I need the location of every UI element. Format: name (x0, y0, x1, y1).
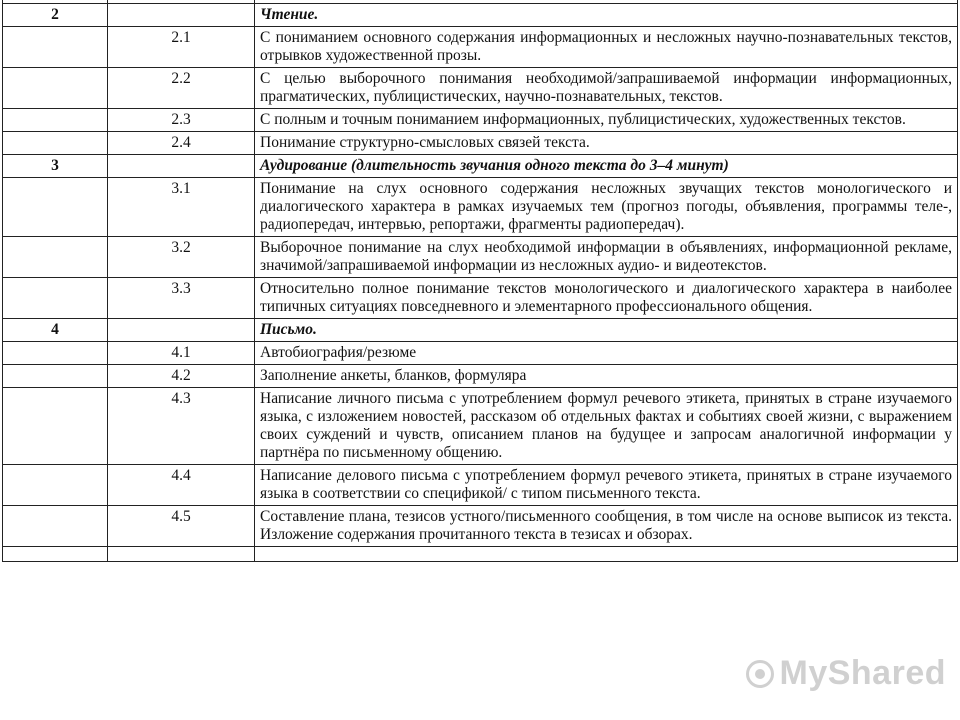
section-row (3, 319, 958, 342)
item-number: 4.1 (108, 342, 255, 365)
item-row (3, 109, 958, 132)
item-row (3, 132, 958, 155)
item-row (3, 365, 958, 388)
section-number (3, 342, 108, 365)
section-number (3, 465, 108, 506)
item-row (3, 506, 958, 547)
section-number (3, 237, 108, 278)
item-number: 3.2 (108, 237, 255, 278)
item-text: Написание личного письма с употреблением формул речевого этикета, принятых в стране изучаемого языка, с изложением новостей, рассказом об отдельных фактах и событиях своей жизни, с выражением своих суждений и чувств, описанием планов на будущее и запросам аналогичной информации у партнёра по письменному общению. (255, 388, 958, 465)
partial-row (3, 547, 958, 562)
item-number: 4.5 (108, 506, 255, 547)
item-number: 4.2 (108, 365, 255, 388)
section-row (3, 155, 958, 178)
item-number: 3.3 (108, 278, 255, 319)
item-number: 4.4 (108, 465, 255, 506)
item-row (3, 465, 958, 506)
curriculum-table (2, 0, 958, 562)
item-text: Автобиография/резюме (255, 342, 958, 365)
watermark-text: MyShared (779, 654, 946, 692)
item-number (108, 155, 255, 178)
item-row (3, 388, 958, 465)
item-row (3, 178, 958, 237)
item-number: 4.3 (108, 388, 255, 465)
item-text: Понимание структурно-смысловых связей текста. (255, 132, 958, 155)
item-row (3, 68, 958, 109)
item-text: Заполнение анкеты, бланков, формуляра (255, 365, 958, 388)
item-number: 2.2 (108, 68, 255, 109)
section-number (3, 506, 108, 547)
item-text: С пониманием основного содержания информационных и несложных научно-познавательных текстов, отрывков художественной прозы. (255, 27, 958, 68)
item-row (3, 342, 958, 365)
item-text: С целью выборочного понимания необходимой/запрашиваемой информации информационных, прагматических, публицистических, научно-познавательных, текстов. (255, 68, 958, 109)
section-number (3, 27, 108, 68)
item-text: Составление плана, тезисов устного/письменного сообщения, в том числе на основе выписок из текста. Изложение содержания прочитанного текста в тезисах и обзорах. (255, 506, 958, 547)
section-number (3, 132, 108, 155)
section-number (3, 178, 108, 237)
item-number (108, 4, 255, 27)
item-text: Относительно полное понимание текстов монологического и диалогического характера в наиболее типичных ситуациях повседневного и элементарного профессионального общения. (255, 278, 958, 319)
section-number (3, 365, 108, 388)
myshared-logo-icon (746, 660, 774, 688)
item-row (3, 278, 958, 319)
item-text: С полным и точным пониманием информационных, публицистических, художественных текстов. (255, 109, 958, 132)
item-text (255, 547, 958, 562)
section-row (3, 4, 958, 27)
section-title: Письмо. (255, 319, 958, 342)
section-number: 2 (3, 4, 108, 27)
item-number (108, 547, 255, 562)
section-number (3, 109, 108, 132)
item-text: Понимание на слух основного содержания несложных звучащих текстов монологического и диалогического характера в рамках изучаемых тем (прогноз погоды, объявления, программы теле-, радиопередач, интервью, репортажи, фрагменты радиопередач). (255, 178, 958, 237)
curriculum-table-body (3, 0, 958, 562)
watermark (746, 654, 947, 693)
item-number (108, 319, 255, 342)
section-title: Аудирование (длительность звучания одного текста до 3–4 минут) (255, 155, 958, 178)
section-number (3, 68, 108, 109)
item-row (3, 27, 958, 68)
section-number (3, 278, 108, 319)
section-number: 4 (3, 319, 108, 342)
item-text: Написание делового письма с употреблением формул речевого этикета, принятых в стране изучаемого языка в соответствии со спецификой/ с типом письменного текста. (255, 465, 958, 506)
item-number: 2.4 (108, 132, 255, 155)
section-number (3, 388, 108, 465)
item-row (3, 237, 958, 278)
section-number (3, 547, 108, 562)
section-title: Чтение. (255, 4, 958, 27)
item-number: 2.3 (108, 109, 255, 132)
item-number: 2.1 (108, 27, 255, 68)
section-number: 3 (3, 155, 108, 178)
item-number: 3.1 (108, 178, 255, 237)
item-text: Выборочное понимание на слух необходимой информации в объявлениях, информационной рекламе, значимой/запрашиваемой информации из несложных аудио- и видеотекстов. (255, 237, 958, 278)
